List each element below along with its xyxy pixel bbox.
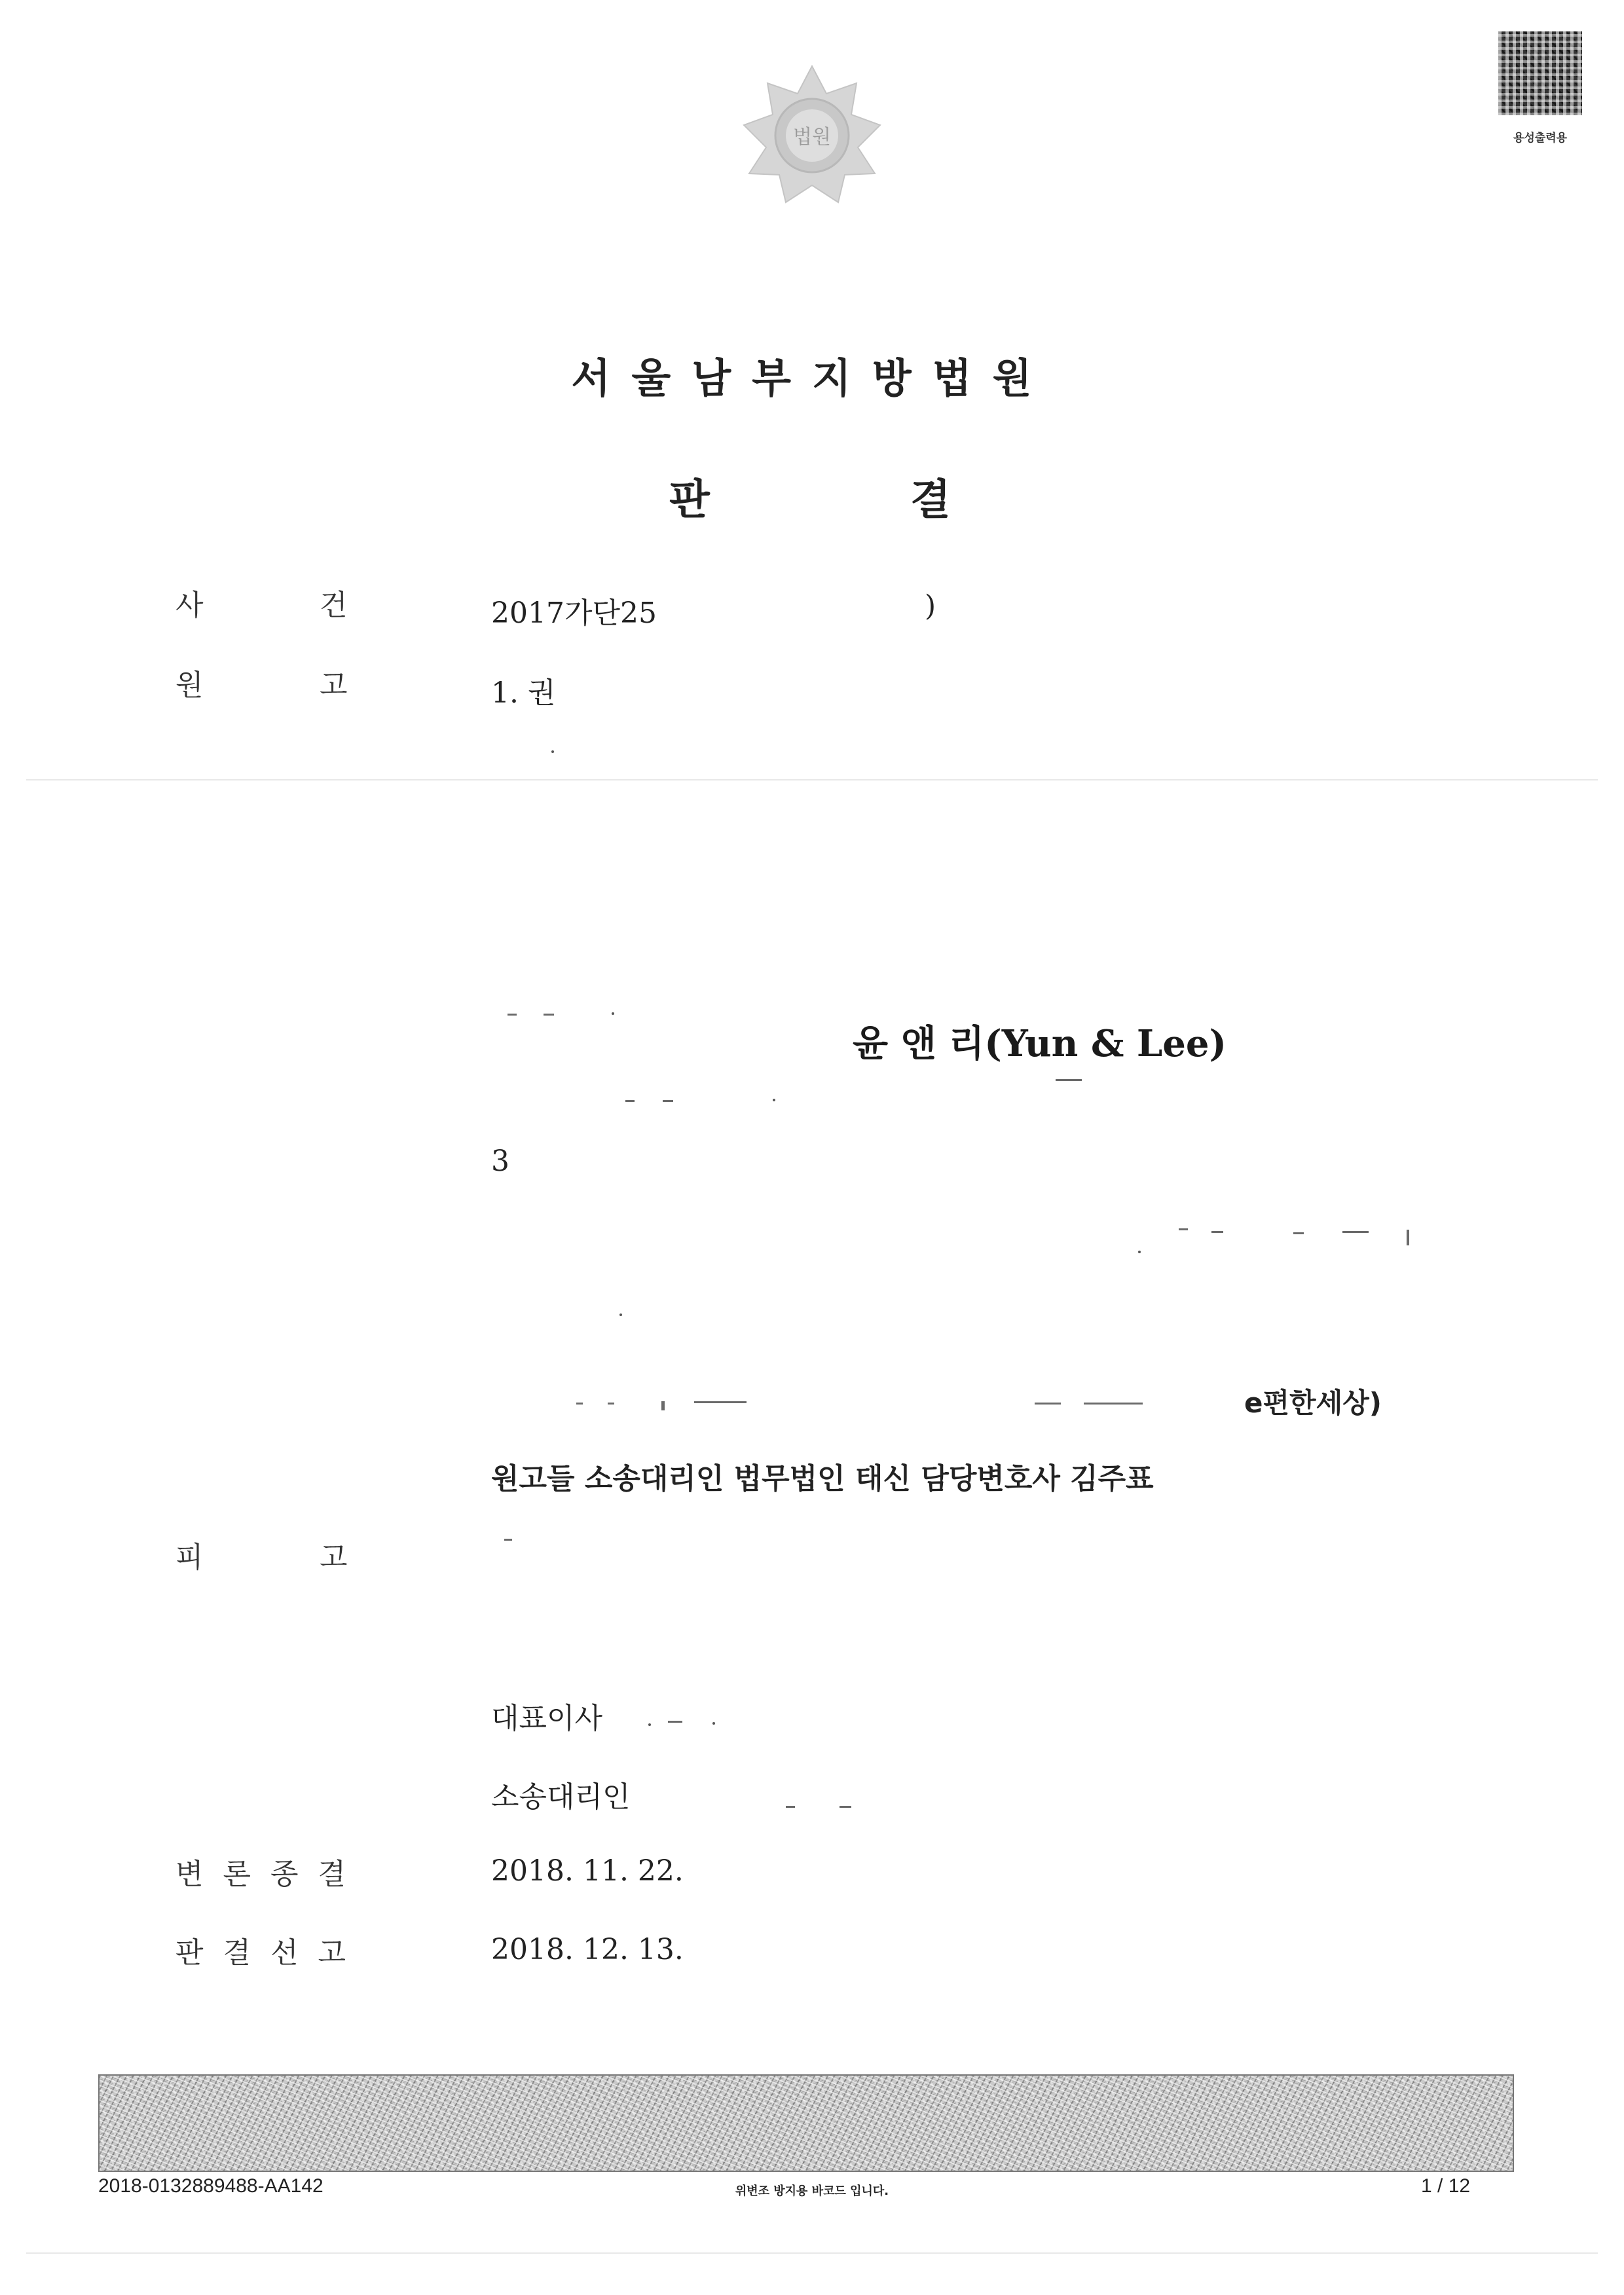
redaction-mark xyxy=(840,1806,851,1808)
redaction-mark xyxy=(694,1401,747,1403)
scan-line xyxy=(26,779,1598,780)
qr-code-icon xyxy=(1498,31,1582,115)
ruling-label: 판결선고 xyxy=(175,1936,366,1970)
case-number: 2017가단25 xyxy=(491,597,657,630)
redaction-mark xyxy=(1407,1230,1409,1245)
case-number-tail: ) xyxy=(925,589,936,623)
closing-argument-label: 변론종결 xyxy=(175,1858,366,1891)
partial-address-line: e편한세상) xyxy=(1244,1387,1382,1419)
redaction-mark xyxy=(619,1313,622,1316)
redaction-mark xyxy=(544,1014,554,1016)
representative-director-label: 대표이사 xyxy=(491,1702,603,1735)
scan-line xyxy=(26,2252,1598,2254)
redaction-mark xyxy=(1342,1231,1369,1233)
redaction-mark xyxy=(786,1806,795,1808)
redaction-mark xyxy=(1179,1228,1188,1230)
redaction-mark xyxy=(608,1403,614,1405)
defendant-counsel-label: 소송대리인 xyxy=(491,1780,631,1814)
redaction-mark xyxy=(1211,1231,1223,1233)
redaction-mark xyxy=(773,1099,775,1101)
redaction-mark xyxy=(1056,1079,1082,1081)
law-firm-name: 윤 앤 리(Yun & Lee) xyxy=(853,1022,1227,1065)
redaction-mark xyxy=(712,1722,715,1725)
redaction-mark xyxy=(551,750,554,753)
redaction-mark xyxy=(612,1012,614,1015)
redaction-mark xyxy=(1084,1403,1143,1405)
redaction-mark xyxy=(1138,1251,1141,1253)
redaction-mark xyxy=(1035,1403,1061,1405)
plaintiff-3: 3 xyxy=(491,1145,509,1178)
redaction-mark xyxy=(625,1100,635,1102)
redaction-mark xyxy=(668,1721,682,1723)
emblem-text: 법원 xyxy=(793,126,831,149)
ruling-date: 2018. 12. 13. xyxy=(491,1933,684,1966)
doc-title-first-char: 판 xyxy=(669,476,710,524)
plaintiff-1: 1. 권 xyxy=(491,676,556,710)
plaintiffs-counsel-line: 원고들 소송대리인 법무법인 태신 담당변호사 김주표 xyxy=(491,1462,1154,1496)
qr-caption: 용성출력용 xyxy=(1513,132,1568,145)
page-number: 1 / 12 xyxy=(1421,2175,1471,2197)
anti-forgery-barcode xyxy=(98,2074,1514,2172)
redaction-mark xyxy=(648,1723,651,1726)
redaction-mark xyxy=(663,1100,673,1102)
doc-title-second-char: 결 xyxy=(910,476,951,524)
redaction-mark xyxy=(504,1539,512,1541)
barcode-note: 위변조 방지용 바코드 입니다. xyxy=(735,2184,889,2198)
court-name: 서울남부지방법원 xyxy=(571,354,1053,402)
redaction-mark xyxy=(576,1403,583,1405)
court-emblem-icon xyxy=(740,62,884,206)
redaction-mark xyxy=(507,1014,517,1016)
closing-argument-date: 2018. 11. 22. xyxy=(491,1854,684,1888)
redaction-mark xyxy=(1293,1232,1304,1234)
document-issue-number: 2018-0132889488-AA142 xyxy=(98,2175,323,2197)
redaction-mark xyxy=(661,1401,665,1410)
